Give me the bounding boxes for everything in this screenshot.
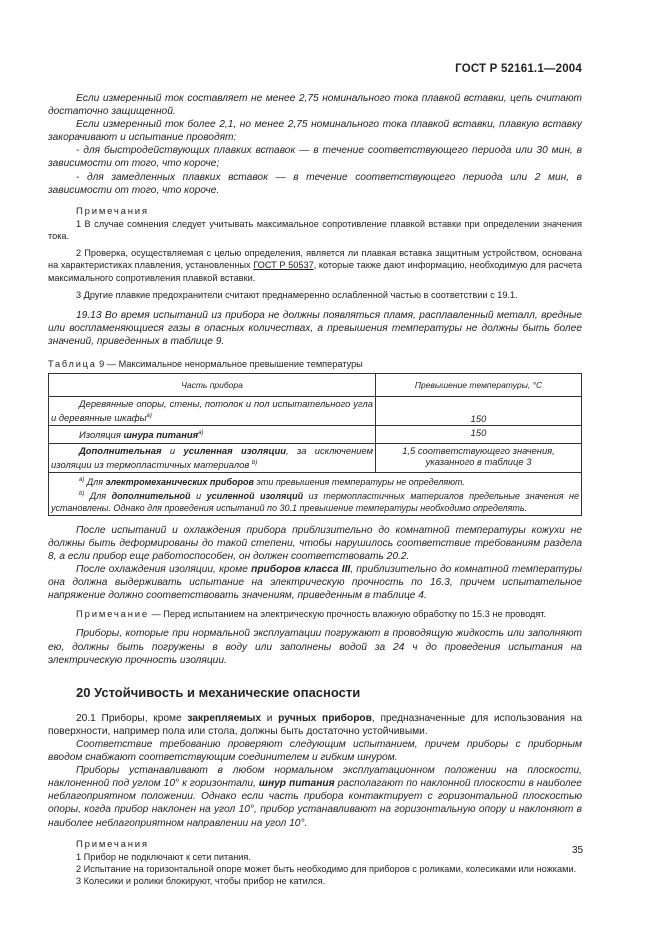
footnote-mark: а) (146, 413, 152, 420)
column-header: Превышение температуры, °С (376, 374, 582, 397)
footnote-mark: а) (198, 430, 204, 437)
paragraph: Соответствие требованию проверяют следующим испытанием, причем приборы с приборным вводом снабжают соответствующим соединителем и гибким шнуром. (48, 738, 582, 764)
footnote-mark: а) (79, 476, 85, 483)
note-text: 2 Проверка, осуществляемая с целью определения, является ли плавкая вставка защитным устройством, основана на характеристиках плавления, установленных (48, 248, 582, 271)
paragraph: После испытаний и охлаждения прибора приблизительно до комнатной температуры кожухи не должны быть деформированы до такой степени, чтобы нарушилось соответствие требованиям раздела 8, а если прибор еще работоспособен, он должен соответствовать 20.2. (48, 524, 582, 562)
footnote-text: эти превышения температуры не определяют. (253, 476, 465, 487)
cell-text-bold: Дополнительная (79, 444, 162, 456)
text-part: , приблизительно до комнатной температуры она должна выдерживать испытание на электрическую прочность по 16.3, причем испытательное напряжение должно соответствовать значениям, приведенным в таблице 4. (48, 564, 582, 602)
table-cell: 1,5 соответствующего значения, указанного в таблице 3 (376, 443, 582, 472)
footnote-text-bold: электромеханических приборов (105, 476, 254, 487)
note-item: 1 В случае сомнения следует учитывать максимальное сопротивление плавкой вставки при определении значения тока. (48, 218, 582, 242)
note-item: 2 Испытание на горизонтальной опоре может быть необходимо для приборов с роликами, колесиками или ножками. (76, 863, 577, 874)
table-row (49, 443, 582, 472)
note-label: Примечание (76, 609, 149, 621)
cell-text (51, 398, 373, 424)
cell-text-bold: усиленная изоляции (183, 444, 286, 456)
text-part: располагают по наклонной плоскости в наиболее неблагоприятном положении. Однако если часть прибора контактирует с горизонтальной плоскостью опоры, когда прибор наклонен на угол 10°, прибор устанавливают на горизонтальную опору и наклоняют в наиболее неблагоприятном направлении на угол 10°. (48, 778, 582, 829)
section-heading: 20 Устойчивость и механические опасности (76, 684, 361, 700)
footnote-text-bold: дополнительной (111, 490, 191, 501)
cell-text-bold: шнура питания (123, 429, 199, 441)
column-header: Часть прибора (49, 374, 376, 397)
footnote-b (51, 488, 579, 514)
temperature-table (48, 373, 582, 515)
text-bold: ручных приборов (278, 712, 372, 724)
paragraph: Если измеренный ток более 2,1, но менее 2,75 номинального тока плавкой вставки, плавкую вставку закорачивают и испытание проводят: (48, 119, 582, 144)
notes-heading: Примечания (76, 838, 149, 850)
paragraph: Приборы, которые при нормальной эксплуатации погружают в проводящую жидкость или заполняют ею, должны быть погружены в воду или заполнены водой за 24 ч до проведения испытания на электрическую прочность изоляции. (48, 628, 582, 666)
note-item: 3 Другие плавкие предохранители считают преднамеренно ослабленной частью в соответствии с 19.1. (76, 289, 518, 300)
text-part: , предназначенные для использования на поверхности, например пола или стола, должны быть достаточно устойчивыми. (48, 712, 582, 737)
table-footnote-row (49, 472, 582, 515)
note-text: — Перед испытанием на электрическую прочность влажную обработку по 15.3 не проводят. (149, 609, 547, 620)
note-text: , которые также дают информацию, необходимую для расчета максимального сопротивления плавкой вставки. (48, 260, 583, 283)
text-part: После охлаждения изоляции, кроме (76, 564, 252, 575)
paragraph: Если измеренный ток составляет не менее 2,75 номинального тока плавкой вставки, цепь считают достаточно защищенной. (48, 93, 582, 118)
notes-heading: Примечания (76, 205, 149, 217)
text-bold: приборов класса III (251, 564, 351, 575)
page-number: 35 (572, 845, 584, 856)
table-footnotes (49, 472, 582, 515)
cell-text-part: , за исключением изоляции из термопластичных материалов (51, 444, 373, 470)
table-cell (49, 397, 376, 426)
caption-label: Таблица (48, 359, 97, 370)
table-cell (49, 426, 376, 443)
standard-link[interactable]: ГОСТ Р 50537 (253, 260, 314, 271)
paragraph: - для быстродействующих плавких вставок — в течение соответствующего периода или 30 мин, в зависимости от того, что короче; (48, 145, 582, 170)
cell-text-part: и (161, 444, 184, 456)
text-bold: шнур питания (258, 778, 335, 790)
text-part: и (261, 712, 279, 724)
standard-header: ГОСТ Р 52161.1—2004 (455, 63, 582, 75)
footnote-text: Для (84, 490, 112, 501)
text-bold: закрепляемых (187, 712, 262, 724)
paragraph: - для замедленных плавких вставок — в течение соответствующего периода или 2 мин, в зависимости от того, что короче. (48, 171, 582, 196)
footnote-a (51, 474, 579, 488)
footnote-text: Для (84, 476, 106, 487)
paragraph-19-13: 19.13 Во время испытаний из прибора не должны появляться пламя, расплавленный металл, вредные или воспламеняющиеся газы в опасных количествах, а превышения температуры не должны быть более значений, приведенных в таблице 9. (48, 310, 582, 348)
paragraph (48, 764, 582, 829)
table-row (49, 426, 582, 443)
cell-text-part: Деревянные опоры, стены, потолок и пол испытательного угла и деревянные шкафы (51, 398, 373, 424)
cell-text-part: Изоляция (79, 429, 124, 441)
footnote-mark: b) (79, 490, 85, 497)
note (48, 608, 582, 621)
note-item (48, 247, 582, 284)
text-part: Приборы устанавливают в любом нормальном эксплуатационном положении на плоскости, наклоненной под углом 10° к горизонтали, (48, 765, 582, 790)
paragraph-20-1 (48, 712, 582, 738)
footnote-text: и (190, 490, 207, 501)
table-row (49, 397, 582, 426)
caption-text: 9 — Максимальное ненормальное превышение температуры (96, 359, 363, 370)
table-cell: 150 (376, 426, 582, 443)
footnote-text: из термопластичных материалов предельные значения не установлены. Однако для проведения испытаний по 30.1 превышение температуры необходимо определять. (51, 490, 579, 513)
paragraph (48, 563, 582, 602)
note-item: 3 Колесики и ролики блокируют, чтобы прибор не катился. (76, 876, 326, 887)
table-cell (49, 443, 376, 472)
table-caption (48, 359, 582, 369)
text-part: 20.1 Приборы, кроме (76, 712, 188, 724)
table-header-row (49, 374, 582, 397)
page-body (48, 92, 582, 887)
footnote-mark: b) (251, 459, 258, 466)
note-item: 1 Прибор не подключают к сети питания. (76, 851, 251, 862)
table-cell: 150 (376, 397, 582, 426)
footnote-text-bold: усиленной изоляций (206, 490, 304, 501)
